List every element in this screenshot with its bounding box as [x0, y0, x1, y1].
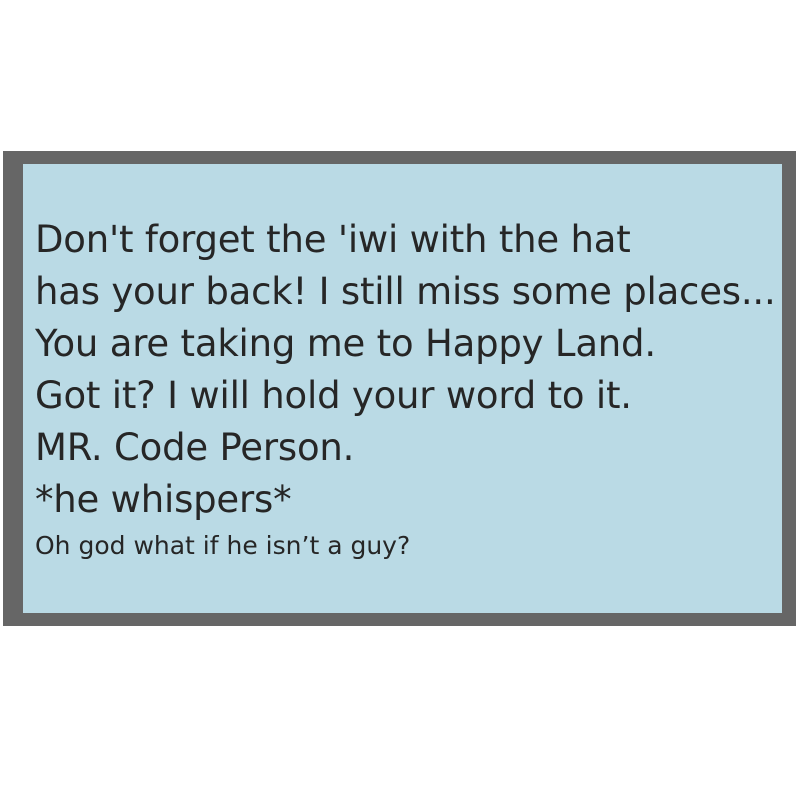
- note-line: Don't forget the 'iwi with the hat: [35, 218, 631, 261]
- note-line: MR. Code Person.: [35, 426, 355, 469]
- note-line: Got it? I will hold your word to it.: [35, 374, 632, 417]
- note-frame: [3, 151, 796, 626]
- note-line: has your back! I still miss some places...: [35, 270, 776, 313]
- note-line: *he whispers*: [35, 478, 292, 521]
- note-line-whisper: Oh god what if he isn’t a guy?: [35, 531, 411, 560]
- note-text: [35, 214, 782, 566]
- note-card: [23, 164, 782, 613]
- note-line: You are taking me to Happy Land.: [35, 322, 656, 365]
